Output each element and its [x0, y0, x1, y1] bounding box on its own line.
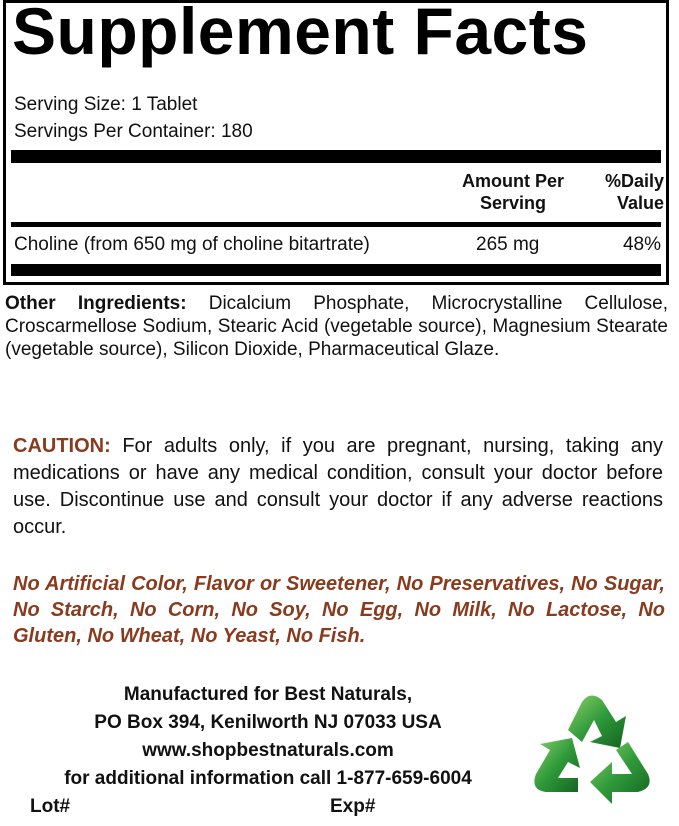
servings-per-container: Servings Per Container: 180 — [14, 121, 253, 142]
column-header-amount-line2: Serving — [479, 193, 547, 213]
nutrient-daily-value: 48% — [622, 234, 661, 255]
caution-label: CAUTION: — [13, 435, 111, 457]
other-ingredients — [5, 292, 668, 361]
thick-divider-bottom — [11, 264, 661, 276]
column-header-daily-line1: %Daily — [604, 171, 664, 191]
other-ingredients-label: Other Ingredients: — [5, 293, 187, 314]
column-header-amount — [446, 170, 580, 214]
supplement-facts-panel — [3, 0, 669, 285]
medium-divider — [11, 222, 661, 227]
free-from-statement: No Artificial Color, Flavor or Sweetener, No Preservatives, No Sugar, No Starch, No Corn, No Soy, No Egg, No Milk, No Lactose, No Gluten, No Wheat, No Yeast, No Fish. — [13, 573, 665, 647]
serving-size: Serving Size: 1 Tablet — [14, 94, 198, 115]
manufacturer-line-1: Manufactured for Best Naturals, — [123, 684, 413, 705]
column-header-daily-line2: Value — [616, 193, 664, 213]
recycle-icon — [524, 686, 666, 810]
caution-text: For adults only, if you are pregnant, nursing, taking any medications or have any medical condition, consult your doctor before use. Discontinue use and consult your doctor if any adverse reactions occur. — [13, 435, 664, 538]
nutrient-name: Choline (from 650 mg of choline bitartrate) — [14, 234, 370, 255]
panel-title: Supplement Facts — [12, 0, 589, 68]
other-ingredients-text: Dicalcium Phosphate, Microcrystalline Cellulose, Croscarmellose Sodium, Stearic Acid (vegetable source), Magnesium Stearate (vegetable source), Silicon Dioxide, Pharmaceutical Glaze. — [5, 293, 668, 360]
caution-statement — [13, 433, 663, 541]
nutrient-amount: 265 mg — [476, 234, 540, 255]
lot-number-label: Lot# — [30, 796, 71, 817]
manufacturer-address: PO Box 394, Kenilworth NJ 07033 USA — [94, 712, 442, 733]
column-header-daily-value — [586, 170, 664, 214]
thick-divider-top — [11, 150, 661, 163]
manufacturer-phone: for additional information call 1-877-659-6004 — [64, 768, 472, 789]
expiration-label: Exp# — [330, 796, 376, 817]
column-header-amount-line1: Amount Per — [461, 171, 564, 191]
manufacturer-website: www.shopbestnaturals.com — [142, 740, 394, 761]
